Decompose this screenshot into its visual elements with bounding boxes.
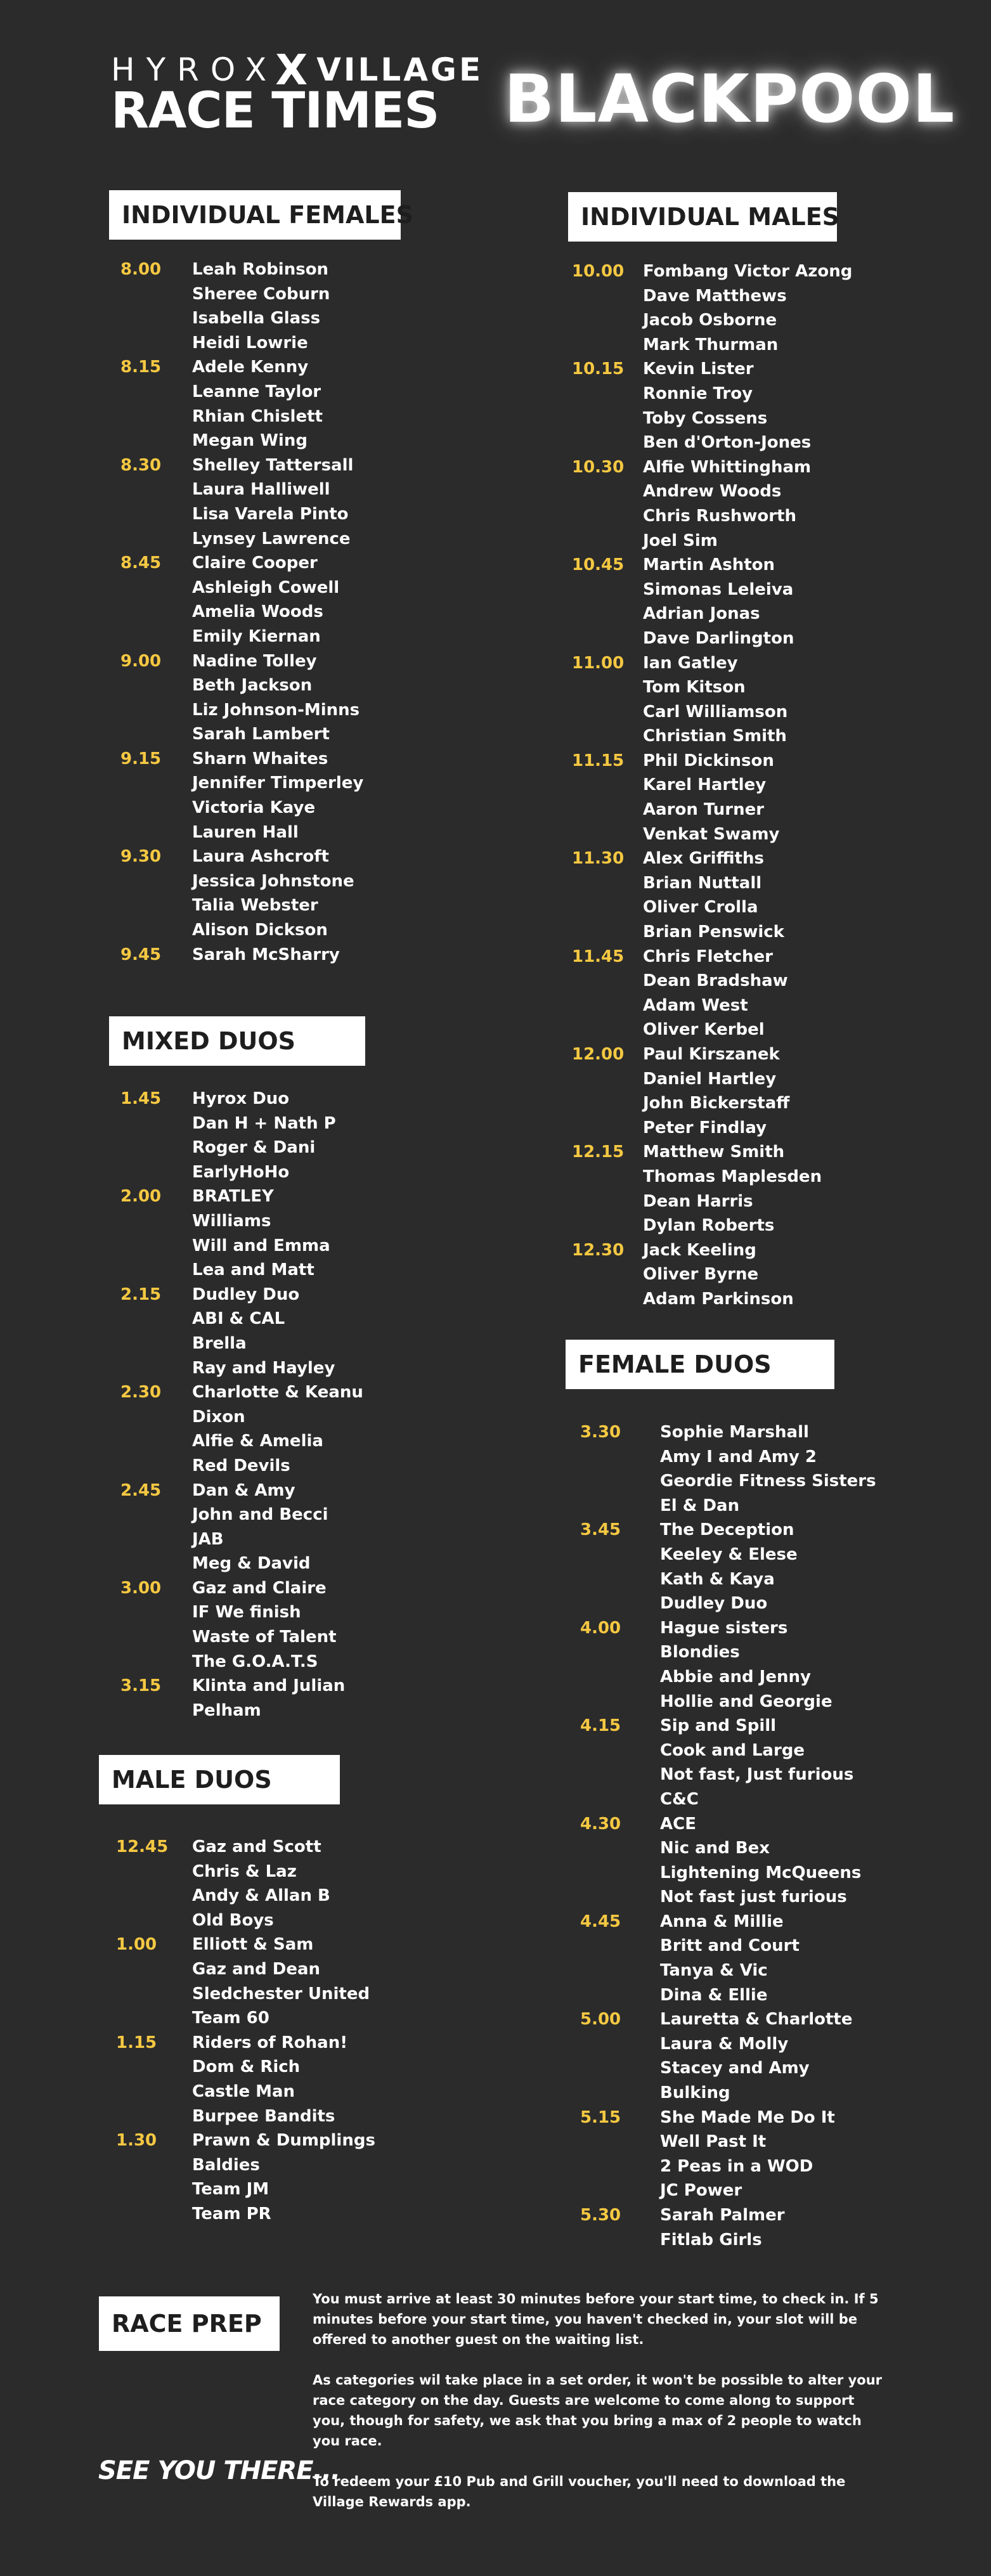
participant-name: Thomas Maplesden <box>643 1167 822 1186</box>
start-time: 8.15 <box>120 358 162 377</box>
participant-name: Adrian Jonas <box>643 604 760 624</box>
participant-name: The G.O.A.T.S <box>192 1652 318 1671</box>
start-time: 12.00 <box>572 1045 625 1064</box>
start-time: 9.30 <box>120 847 162 867</box>
heading-male-duos: MALE DUOS <box>99 1755 340 1804</box>
time-slot <box>580 1420 876 1518</box>
participant-name: Waste of Talent <box>192 1628 337 1647</box>
start-time: 4.15 <box>580 1716 621 1736</box>
time-slot <box>120 1283 363 1380</box>
participant-name: Baldies <box>192 2155 260 2175</box>
time-slot <box>572 553 852 650</box>
participant-name: Heidi Lowrie <box>192 333 308 353</box>
participant-name: Megan Wing <box>192 431 308 451</box>
brand-x: X <box>275 46 308 94</box>
participant-name: Fitlab Girls <box>660 2230 762 2249</box>
race-prep-categories: As categories wil take place in a set order, it won't be possible to alter your race category on the day. Guests are welcome to come along to support you, though for safety, we ask that you bring a max of 2 people to watch you race. <box>313 2372 883 2449</box>
participant-name: Ian Gatley <box>643 653 738 673</box>
participant-name: Not fast, Just furious <box>660 1765 854 1785</box>
participant-name: Roger & Dani <box>192 1138 316 1158</box>
participant-name: Isabella Glass <box>192 309 321 328</box>
time-slot <box>120 1087 363 1184</box>
start-time: 9.15 <box>120 749 162 768</box>
participant-name: Lauretta & Charlotte <box>660 2010 853 2029</box>
participant-name: Claire Cooper <box>192 553 318 573</box>
time-slot <box>120 355 363 453</box>
participant-name: ABI & CAL <box>192 1309 285 1329</box>
participant-name: Joel Sim <box>643 531 718 550</box>
participant-name: Beth Jackson <box>192 676 313 696</box>
time-slot <box>572 651 852 749</box>
start-time: 2.15 <box>120 1285 162 1304</box>
participant-name: Shelley Tattersall <box>192 455 354 475</box>
participant-name: Red Devils <box>192 1456 290 1475</box>
time-slot <box>116 1932 375 2030</box>
time-slot <box>120 1479 363 1576</box>
start-time: 8.00 <box>120 260 162 279</box>
participant-name: Lea and Matt <box>192 1260 314 1280</box>
participant-name: Victoria Kaye <box>192 798 316 818</box>
participant-name: Hague sisters <box>660 1618 788 1638</box>
time-slot <box>572 1042 852 1140</box>
participant-name: Emily Kiernan <box>192 626 321 646</box>
participant-name: Alex Griffiths <box>643 849 764 869</box>
race-prep-text <box>313 2289 883 2512</box>
participant-name: Bulking <box>660 2083 730 2103</box>
participant-name: Kevin Lister <box>643 359 754 379</box>
participant-name: Williams <box>192 1211 271 1231</box>
participant-name: Talia Webster <box>192 896 318 916</box>
participant-name: Leanne Taylor <box>192 382 321 401</box>
time-slot <box>572 945 852 1042</box>
time-slot <box>120 943 363 968</box>
time-slot <box>572 846 852 944</box>
participant-name: Jessica Johnstone <box>192 871 354 891</box>
time-slot <box>120 845 363 942</box>
time-slot <box>580 1910 876 2007</box>
city-title: BLACKPOOL <box>504 60 955 138</box>
brand-village: VILLAGE <box>316 51 484 88</box>
participant-name: Daniel Hartley <box>643 1069 777 1089</box>
participant-name: EarlyHoHo <box>192 1162 290 1182</box>
time-slot <box>572 357 852 455</box>
start-time: 2.00 <box>120 1187 162 1207</box>
participant-name: Carl Williamson <box>643 702 788 722</box>
participant-name: Simonas Leleiva <box>643 579 794 599</box>
participant-name: Geordie Fitness Sisters <box>660 1472 876 1491</box>
participant-name: Aaron Turner <box>643 800 765 820</box>
participant-name: Liz Johnson-Minns <box>192 700 360 720</box>
participant-name: Old Boys <box>192 1910 274 1930</box>
start-time: 2.45 <box>120 1480 162 1500</box>
time-slot <box>580 1616 876 1714</box>
participant-name: Adele Kenny <box>192 358 309 377</box>
start-time: 4.00 <box>580 1618 621 1638</box>
participant-name: Gaz and Claire <box>192 1578 327 1598</box>
participant-name: Team 60 <box>192 2009 269 2028</box>
time-slot <box>572 749 852 846</box>
time-slot <box>116 2031 375 2128</box>
start-time: 9.00 <box>120 651 162 671</box>
participant-name: Andrew Woods <box>643 482 782 502</box>
participant-name: Brian Penswick <box>643 922 784 942</box>
participant-name: Andy & Allan B <box>192 1886 330 1906</box>
participant-name: Ashleigh Cowell <box>192 578 340 597</box>
time-slot <box>580 1812 876 1910</box>
participant-name: Sophie Marshall <box>660 1423 809 1442</box>
participant-name: Nadine Tolley <box>192 651 317 671</box>
participant-name: Dave Matthews <box>643 286 787 306</box>
heading-race-prep: RACE PREP <box>99 2296 280 2351</box>
participant-name: Adam Parkinson <box>643 1289 794 1309</box>
participant-name: Keeley & Elese <box>660 1544 798 1564</box>
participant-name: Christian Smith <box>643 727 787 746</box>
start-time: 4.45 <box>580 1912 621 1931</box>
participant-name: Sharn Whaites <box>192 749 328 768</box>
participant-name: Venkat Swamy <box>643 824 780 844</box>
participant-name: Chris & Laz <box>192 1861 297 1881</box>
time-slot <box>116 2128 375 2226</box>
start-time: 3.45 <box>580 1520 621 1540</box>
schedule-male-duos <box>116 1835 375 2227</box>
participant-name: Lisa Varela Pinto <box>192 504 349 524</box>
participant-name: Klinta and Julian <box>192 1676 346 1696</box>
participant-name: 2 Peas in a WOD <box>660 2156 813 2176</box>
start-time: 1.00 <box>116 1935 157 1955</box>
participant-name: Castle Man <box>192 2081 295 2101</box>
participant-name: Elliott & Sam <box>192 1935 314 1955</box>
start-time: 11.45 <box>572 947 625 966</box>
participant-name: Dina & Ellie <box>660 1985 768 2005</box>
participant-name: Dean Harris <box>643 1191 753 1211</box>
participant-name: Laura & Molly <box>660 2034 789 2054</box>
time-slot <box>580 2007 876 2105</box>
participant-name: Dudley Duo <box>660 1594 768 1614</box>
participant-name: JC Power <box>660 2181 742 2201</box>
participant-name: Jacob Osborne <box>643 311 777 330</box>
participant-name: Anna & Millie <box>660 1912 784 1931</box>
start-time: 12.15 <box>572 1142 625 1162</box>
participant-name: Team PR <box>192 2204 271 2223</box>
participant-name: Dan & Amy <box>192 1480 295 1500</box>
participant-name: Dean Bradshaw <box>643 971 788 991</box>
start-time: 10.00 <box>572 262 625 281</box>
participant-name: Nic and Bex <box>660 1839 770 1858</box>
time-slot <box>580 1518 876 1615</box>
participant-name: Jennifer Timperley <box>192 773 364 793</box>
participant-name: Chris Rushworth <box>643 506 797 526</box>
time-slot <box>580 2106 876 2203</box>
participant-name: Laura Ashcroft <box>192 847 329 867</box>
participant-name: IF We finish <box>192 1603 301 1622</box>
participant-name: The Deception <box>660 1520 794 1540</box>
participant-name: Adam West <box>643 995 748 1015</box>
participant-name: Amelia Woods <box>192 602 323 622</box>
participant-name: El & Dan <box>660 1496 740 1515</box>
participant-name: Brella <box>192 1333 247 1353</box>
participant-name: Alfie Whittingham <box>643 457 812 477</box>
participant-name: Team JM <box>192 2180 269 2199</box>
participant-name: Dave Darlington <box>643 628 794 648</box>
participant-name: She Made Me Do It <box>660 2107 835 2127</box>
participant-name: Matthew Smith <box>643 1142 785 1162</box>
page-title: RACE TIMES <box>111 82 439 139</box>
schedule-individual-males <box>572 259 852 1312</box>
participant-name: Lynsey Lawrence <box>192 529 351 548</box>
participant-name: JAB <box>192 1529 224 1549</box>
participant-name: Burpee Bandits <box>192 2106 335 2126</box>
start-time: 3.30 <box>580 1423 621 1442</box>
participant-name: C&C <box>660 1789 699 1809</box>
start-time: 5.00 <box>580 2010 621 2029</box>
participant-name: Sip and Spill <box>660 1716 777 1736</box>
participant-name: Will and Emma <box>192 1236 330 1255</box>
participant-name: Mark Thurman <box>643 335 779 354</box>
participant-name: Oliver Byrne <box>643 1265 759 1285</box>
participant-name: Lightening McQueens <box>660 1863 862 1882</box>
heading-individual-females: INDIVIDUAL FEMALES <box>109 190 401 240</box>
schedule-female-duos <box>580 1420 876 2252</box>
participant-name: Stacey and Amy <box>660 2059 810 2078</box>
participant-name: Leah Robinson <box>192 260 329 279</box>
participant-name: Alfie & Amelia <box>192 1432 323 1451</box>
start-time: 3.15 <box>120 1676 162 1696</box>
participant-name: ACE <box>660 1814 696 1834</box>
participant-name: Meg & David <box>192 1554 311 1574</box>
schedule-individual-females <box>120 257 363 967</box>
start-time: 10.15 <box>572 359 625 379</box>
participant-name: Ronnie Troy <box>643 384 753 403</box>
start-time: 5.15 <box>580 2107 621 2127</box>
participant-name: Sarah Lambert <box>192 725 330 744</box>
heading-mixed-duos: MIXED DUOS <box>109 1016 365 1066</box>
participant-name: Kath & Kaya <box>660 1569 775 1589</box>
participant-name: Oliver Crolla <box>643 898 758 917</box>
start-time: 9.45 <box>120 945 162 964</box>
time-slot <box>572 1140 852 1238</box>
sign-off: SEE YOU THERE... <box>98 2456 340 2485</box>
participant-name: Laura Halliwell <box>192 480 330 500</box>
race-prep-voucher: To redeem your £10 Pub and Grill voucher, you'll need to download the Village Rewards app. <box>313 2474 846 2509</box>
start-time: 4.30 <box>580 1814 621 1834</box>
participant-name: Alison Dickson <box>192 921 328 940</box>
time-slot <box>120 257 363 355</box>
participant-name: Brian Nuttall <box>643 873 762 893</box>
start-time: 1.30 <box>116 2131 157 2151</box>
start-time: 8.45 <box>120 553 162 573</box>
participant-name: Martin Ashton <box>643 555 775 575</box>
time-slot <box>120 747 364 845</box>
start-time: 5.30 <box>580 2206 621 2225</box>
participant-name: Sarah Palmer <box>660 2206 785 2225</box>
participant-name: Jack Keeling <box>643 1240 756 1260</box>
start-time: 12.45 <box>116 1837 169 1856</box>
start-time: 1.15 <box>116 2033 157 2052</box>
participant-name: John and Becci <box>192 1505 328 1525</box>
participant-name: Karel Hartley <box>643 775 767 795</box>
start-time: 2.30 <box>120 1383 162 1402</box>
participant-name: Sheree Coburn <box>192 284 330 304</box>
participant-name: Peter Findlay <box>643 1118 767 1137</box>
brand-hyrox: HYROX <box>111 51 278 88</box>
race-prep-checkin: You must arrive at least 30 minutes before your start time, to check in. If 5 minutes before your start time, you haven't checked in, your slot will be offered to another guest on the waiting list. <box>313 2291 879 2347</box>
participant-name: Fombang Victor Azong <box>643 262 853 281</box>
participant-name: Pelham <box>192 1700 261 1720</box>
participant-name: Charlotte & Keanu <box>192 1383 363 1402</box>
start-time: 1.45 <box>120 1089 162 1108</box>
participant-name: Amy I and Amy 2 <box>660 1447 817 1466</box>
participant-name: Blondies <box>660 1643 740 1662</box>
time-slot <box>580 2203 876 2252</box>
participant-name: Dom & Rich <box>192 2057 301 2077</box>
time-slot <box>120 649 363 747</box>
participant-name: Well Past It <box>660 2132 767 2152</box>
start-time: 8.30 <box>120 455 162 475</box>
heading-female-duos: FEMALE DUOS <box>566 1340 834 1389</box>
participant-name: John Bickerstaff <box>643 1094 790 1113</box>
participant-name: Sarah McSharry <box>192 945 340 964</box>
participant-name: Toby Cossens <box>643 408 768 428</box>
participant-name: Riders of Rohan! <box>192 2033 348 2052</box>
time-slot <box>572 1238 852 1312</box>
time-slot <box>572 259 853 357</box>
time-slot <box>120 1184 363 1282</box>
participant-name: Sledchester United <box>192 1984 370 2003</box>
start-time: 10.30 <box>572 457 625 477</box>
schedule-mixed-duos <box>120 1087 363 1723</box>
start-time: 11.15 <box>572 751 625 770</box>
start-time: 3.00 <box>120 1578 162 1598</box>
participant-name: Paul Kirszanek <box>643 1045 780 1064</box>
participant-name: Cook and Large <box>660 1740 805 1760</box>
participant-name: Ray and Hayley <box>192 1358 335 1378</box>
time-slot <box>120 1380 363 1478</box>
participant-name: Chris Fletcher <box>643 947 773 966</box>
heading-individual-males: INDIVIDUAL MALES <box>568 192 837 242</box>
time-slot <box>120 1674 363 1723</box>
participant-name: Ben d'Orton-Jones <box>643 433 812 453</box>
participant-name: Rhian Chislett <box>192 406 323 426</box>
participant-name: Prawn & Dumplings <box>192 2131 375 2151</box>
start-time: 12.30 <box>572 1240 625 1260</box>
participant-name: Hollie and Georgie <box>660 1692 832 1711</box>
time-slot <box>580 1714 876 1811</box>
start-time: 11.30 <box>572 849 625 869</box>
participant-name: Dan H + Nath P <box>192 1113 336 1133</box>
time-slot <box>120 1576 363 1674</box>
start-time: 11.00 <box>572 653 625 673</box>
time-slot <box>116 1835 375 1932</box>
participant-name: Britt and Court <box>660 1936 800 1956</box>
participant-name: Oliver Kerbel <box>643 1020 765 1040</box>
participant-name: Phil Dickinson <box>643 751 774 770</box>
participant-name: Tom Kitson <box>643 678 746 697</box>
time-slot <box>120 453 363 551</box>
participant-name: Abbie and Jenny <box>660 1667 811 1686</box>
participant-name: Dudley Duo <box>192 1285 300 1304</box>
participant-name: Tanya & Vic <box>660 1961 768 1981</box>
participant-name: Gaz and Scott <box>192 1837 321 1856</box>
participant-name: Dylan Roberts <box>643 1216 775 1236</box>
participant-name: Gaz and Dean <box>192 1959 321 1979</box>
time-slot <box>120 551 363 649</box>
start-time: 10.45 <box>572 555 625 575</box>
time-slot <box>572 455 852 553</box>
participant-name: Not fast just furious <box>660 1887 847 1907</box>
participant-name: BRATLEY <box>192 1187 274 1207</box>
participant-name: Dixon <box>192 1407 245 1427</box>
participant-name: Hyrox Duo <box>192 1089 290 1108</box>
participant-name: Lauren Hall <box>192 822 299 842</box>
